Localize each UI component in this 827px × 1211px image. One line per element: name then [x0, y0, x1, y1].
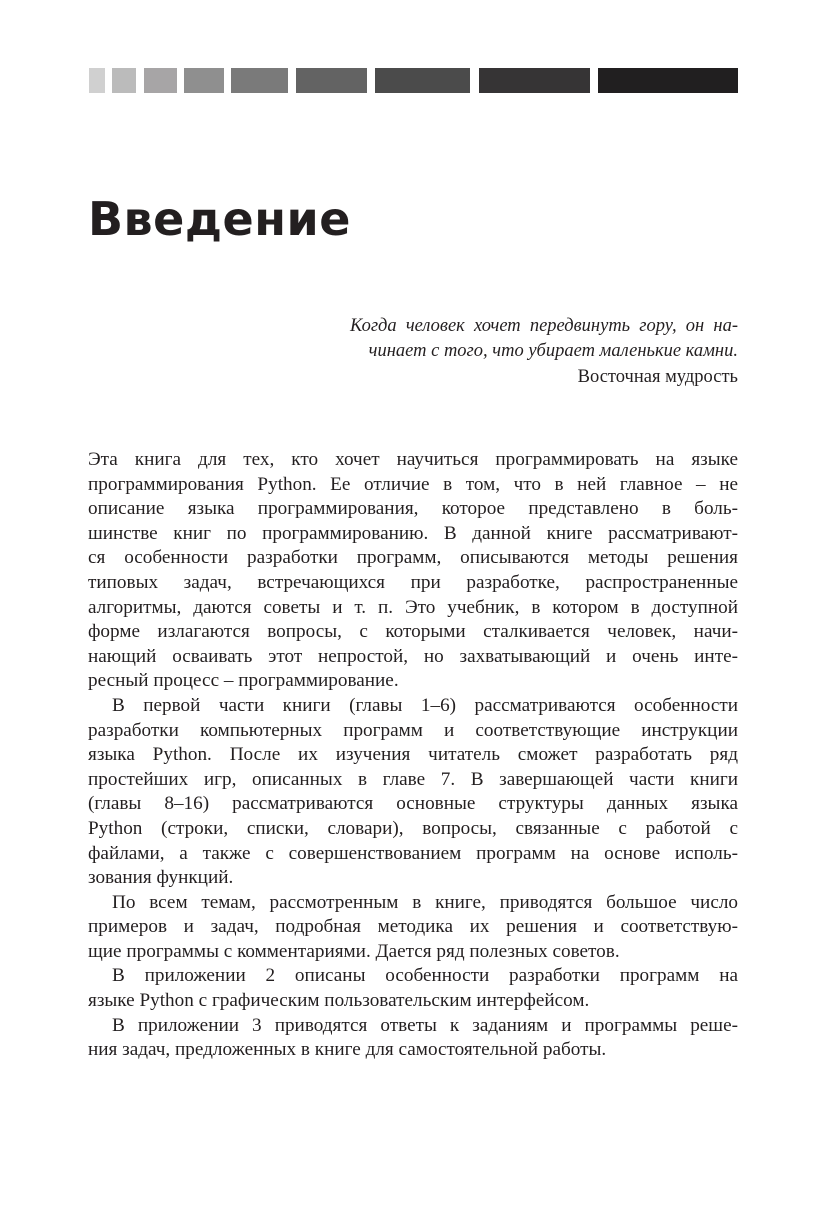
- text-line: Python (строки, списки, словари), вопросы, связанные с работой с: [88, 817, 738, 839]
- text-line: разработки компьютерных программ и соответствующие инструкции: [88, 719, 738, 741]
- paragraph: [88, 1014, 738, 1063]
- text-line: описание языка программирования, которое представлено в боль-: [88, 498, 738, 520]
- header-bar-segment: [296, 68, 367, 93]
- text-line: шинстве книг по программированию. В данной книге рассматривают-: [88, 522, 738, 544]
- text-line: В приложении 2 описаны особенности разработки программ на: [112, 965, 738, 987]
- text-line: языке Python с графическим пользовательским интерфейсом.: [88, 990, 590, 1012]
- text-line: ния задач, предложенных в книге для самостоятельной работы.: [88, 1039, 607, 1061]
- page-title: Введение: [88, 192, 351, 246]
- epigraph: [350, 314, 738, 390]
- text-line: (главы 8–16) рассматриваются основные структуры данных языка: [88, 793, 738, 815]
- header-bar-segment: [231, 68, 288, 93]
- paragraph: [88, 694, 738, 891]
- text-line: файлами, а также с совершенствованием программ на основе исполь-: [88, 842, 738, 864]
- text-line: щие программы с комментариями. Дается ряд полезных советов.: [88, 940, 620, 962]
- text-line: В приложении 3 приводятся ответы к заданиям и программы реше-: [112, 1014, 738, 1036]
- text-line: типовых задач, встречающихся при разработке, распространенные: [88, 571, 738, 593]
- header-bar-segment: [89, 68, 105, 93]
- header-bar-segment: [479, 68, 590, 93]
- header-bar-segment: [112, 68, 136, 93]
- paragraph: [88, 448, 738, 694]
- epigraph-line: Когда человек хочет передвинуть гору, он на-: [350, 316, 738, 336]
- text-line: ся особенности разработки программ, описываются методы решения: [88, 547, 738, 569]
- text-line: Эта книга для тех, кто хочет научиться программировать на языке: [88, 449, 738, 470]
- epigraph-source: Восточная мудрость: [577, 367, 738, 387]
- text-line: программирования Python. Ее отличие в том, что в ней главное – не: [88, 473, 738, 495]
- text-line: простейших игр, описанных в главе 7. В завершающей части книги: [88, 768, 738, 790]
- text-line: По всем темам, рассмотренным в книге, приводятся большое число: [112, 891, 738, 913]
- text-line: зования функций.: [88, 867, 234, 889]
- text-line: алгоритмы, даются советы и т. п. Это учебник, в котором в доступной: [88, 596, 738, 618]
- paragraph: [88, 964, 738, 1013]
- header-bar-segment: [144, 68, 177, 93]
- text-line: ресный процесс – программирование.: [88, 670, 399, 692]
- header-bar-segment: [184, 68, 224, 93]
- text-line: нающий осваивать этот непростой, но захватывающий и очень инте-: [88, 645, 738, 667]
- text-line: языка Python. После их изучения читатель сможет разработать ряд: [88, 744, 738, 766]
- text-line: примеров и задач, подробная методика их решения и соответствую-: [88, 916, 738, 938]
- epigraph-line: чинает с того, что убирает маленькие камни.: [368, 341, 738, 361]
- paragraph: [88, 891, 738, 965]
- body-text: [88, 448, 738, 1063]
- text-line: В первой части книги (главы 1–6) рассматриваются особенности: [112, 694, 738, 716]
- header-bar-segment: [598, 68, 738, 93]
- header-bar-segment: [375, 68, 470, 93]
- text-line: форме излагаются вопросы, с которыми сталкивается человек, начи-: [88, 621, 738, 643]
